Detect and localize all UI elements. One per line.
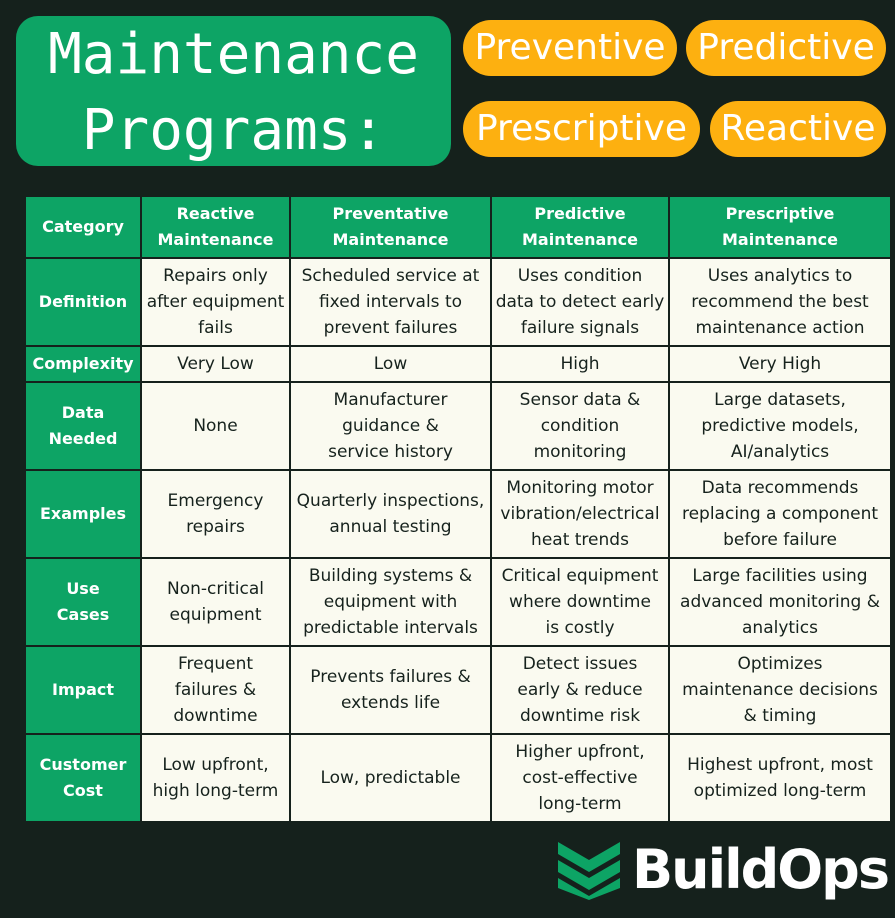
cell-line: Uses analytics to xyxy=(707,266,853,286)
title-line-1: Maintenance xyxy=(48,22,419,87)
cell-line: repairs xyxy=(186,517,245,537)
table-cell xyxy=(141,258,290,346)
column-header xyxy=(290,196,491,258)
cell-line: extends life xyxy=(340,693,441,713)
cell-line: Needed xyxy=(48,429,118,448)
table-cell xyxy=(290,382,491,470)
table-cell xyxy=(290,258,491,346)
cell-line: monitoring xyxy=(533,442,627,462)
cell-line: Preventative xyxy=(332,204,449,223)
cell-line: fixed intervals to xyxy=(318,292,463,312)
table-row xyxy=(25,258,891,346)
row-header xyxy=(25,558,141,646)
table-cell xyxy=(141,558,290,646)
cell-line: maintenance decisions xyxy=(682,680,878,700)
table-header-row xyxy=(25,196,891,258)
cell-line: Very High xyxy=(738,354,822,374)
table-cell xyxy=(290,558,491,646)
cell-line: Category xyxy=(42,217,124,236)
table-cell xyxy=(669,258,891,346)
table-cell xyxy=(141,470,290,558)
cell-line: high long-term xyxy=(152,781,279,801)
cell-line: maintenance action xyxy=(695,318,865,338)
cell-line: early & reduce xyxy=(517,680,643,700)
cell-line: High xyxy=(560,354,600,374)
table-row xyxy=(25,346,891,382)
table-cell xyxy=(491,470,669,558)
table-cell xyxy=(491,346,669,382)
cell-line: recommend the best xyxy=(691,292,869,312)
table-cell xyxy=(669,470,891,558)
table-cell xyxy=(491,646,669,734)
cell-line: Customer xyxy=(39,755,127,774)
cell-line: None xyxy=(193,416,238,436)
cell-line: equipment with xyxy=(323,592,458,612)
cell-line: Impact xyxy=(51,680,114,699)
row-header xyxy=(25,346,141,382)
title-box xyxy=(16,16,451,166)
table-cell xyxy=(669,646,891,734)
cell-line: Detect issues xyxy=(522,654,638,674)
cell-line: Low, predictable xyxy=(320,768,461,788)
cell-line: Repairs only xyxy=(163,266,268,286)
cell-line: long-term xyxy=(538,794,622,814)
cell-line: Quarterly inspections, xyxy=(296,491,485,511)
cell-line: annual testing xyxy=(329,517,452,537)
cell-line: Monitoring motor xyxy=(506,478,654,498)
cell-line: where downtime xyxy=(509,592,651,612)
cell-line: after equipment xyxy=(146,292,285,312)
column-header xyxy=(491,196,669,258)
table-cell xyxy=(141,734,290,822)
cell-line: analytics xyxy=(742,618,818,638)
table-cell xyxy=(491,258,669,346)
cell-line: Very Low xyxy=(177,354,254,374)
row-header xyxy=(25,470,141,558)
cell-line: predictable intervals xyxy=(303,618,478,638)
table-cell xyxy=(491,382,669,470)
table-row xyxy=(25,734,891,822)
row-header xyxy=(25,258,141,346)
table-cell xyxy=(290,346,491,382)
logo-text: BuildOps xyxy=(632,838,888,901)
cell-line: Optimizes xyxy=(737,654,823,674)
table-row xyxy=(25,470,891,558)
cell-line: Frequent xyxy=(177,654,254,674)
cell-line: Reactive xyxy=(176,204,255,223)
cell-line: heat trends xyxy=(531,530,629,550)
title-line-2: Programs: xyxy=(81,98,386,163)
table-cell xyxy=(290,734,491,822)
cell-line: Cases xyxy=(56,605,110,624)
cell-line: is costly xyxy=(545,618,615,638)
cell-line: Predictive xyxy=(534,204,626,223)
pill-prescriptive: Prescriptive xyxy=(463,101,700,157)
cell-line: Scheduled service at xyxy=(301,266,480,286)
column-header xyxy=(25,196,141,258)
cell-line: service history xyxy=(328,442,453,462)
cell-line: Data recommends xyxy=(701,478,859,498)
comparison-table xyxy=(24,195,892,823)
pill-reactive: Reactive xyxy=(710,101,886,157)
cell-line: Maintenance xyxy=(721,230,838,249)
cell-line: Uses condition xyxy=(517,266,643,286)
cell-line: data to detect early xyxy=(495,292,665,312)
cell-line: Manufacturer xyxy=(333,390,448,410)
table-row xyxy=(25,646,891,734)
table-row xyxy=(25,558,891,646)
cell-line: predictive models, xyxy=(701,416,859,436)
cell-line: failure signals xyxy=(520,318,640,338)
table-cell xyxy=(290,646,491,734)
cell-line: guidance & xyxy=(342,416,439,436)
buildops-logo xyxy=(558,838,888,904)
cell-line: vibration/electrical xyxy=(500,504,660,524)
cell-line: prevent failures xyxy=(323,318,458,338)
table-cell xyxy=(669,382,891,470)
table-cell xyxy=(491,734,669,822)
cell-line: before failure xyxy=(723,530,837,550)
cell-line: Large datasets, xyxy=(714,390,846,410)
cell-line: Non-critical xyxy=(167,579,264,599)
cell-line: Building systems & xyxy=(308,566,473,586)
cell-line: Maintenance xyxy=(157,230,274,249)
cell-line: Maintenance xyxy=(521,230,638,249)
table-cell xyxy=(141,382,290,470)
cell-line: Complexity xyxy=(32,354,134,373)
row-header xyxy=(25,734,141,822)
cell-line: advanced monitoring & xyxy=(680,592,880,612)
cell-line: optimized long-term xyxy=(693,781,867,801)
cell-line: fails xyxy=(198,318,233,338)
table-cell xyxy=(141,646,290,734)
cell-line: Highest upfront, most xyxy=(687,755,873,775)
cell-line: Low upfront, xyxy=(162,755,269,775)
cell-line: & timing xyxy=(743,706,817,726)
cell-line: downtime risk xyxy=(519,706,641,726)
pill-predictive: Predictive xyxy=(686,20,886,76)
cell-line: Examples xyxy=(39,504,127,523)
column-header xyxy=(141,196,290,258)
row-header xyxy=(25,382,141,470)
table-cell xyxy=(669,558,891,646)
cell-line: downtime xyxy=(173,706,258,726)
cell-line: Data xyxy=(61,403,105,422)
cell-line: Cost xyxy=(63,781,103,800)
column-header xyxy=(669,196,891,258)
cell-line: Use xyxy=(66,579,100,598)
cell-line: Definition xyxy=(38,292,128,311)
cell-line: Critical equipment xyxy=(501,566,659,586)
table-cell xyxy=(141,346,290,382)
cell-line: cost-effective xyxy=(522,768,638,788)
table-cell xyxy=(669,734,891,822)
cell-line: Large facilities using xyxy=(692,566,868,586)
chevron-stack-icon xyxy=(558,842,620,900)
cell-line: Sensor data & xyxy=(519,390,641,410)
table-row xyxy=(25,382,891,470)
cell-line: equipment xyxy=(169,605,262,625)
cell-line: replacing a component xyxy=(681,504,879,524)
cell-line: Emergency xyxy=(167,491,264,511)
cell-line: condition xyxy=(540,416,620,436)
pill-preventive: Preventive xyxy=(463,20,677,76)
cell-line: Higher upfront, xyxy=(515,742,645,762)
cell-line: Prescriptive xyxy=(725,204,835,223)
cell-line: Maintenance xyxy=(332,230,449,249)
table-cell xyxy=(491,558,669,646)
cell-line: failures & xyxy=(174,680,257,700)
table-cell xyxy=(290,470,491,558)
cell-line: Prevents failures & xyxy=(310,667,471,687)
cell-line: AI/analytics xyxy=(730,442,830,462)
row-header xyxy=(25,646,141,734)
table-cell xyxy=(669,346,891,382)
cell-line: Low xyxy=(373,354,408,374)
